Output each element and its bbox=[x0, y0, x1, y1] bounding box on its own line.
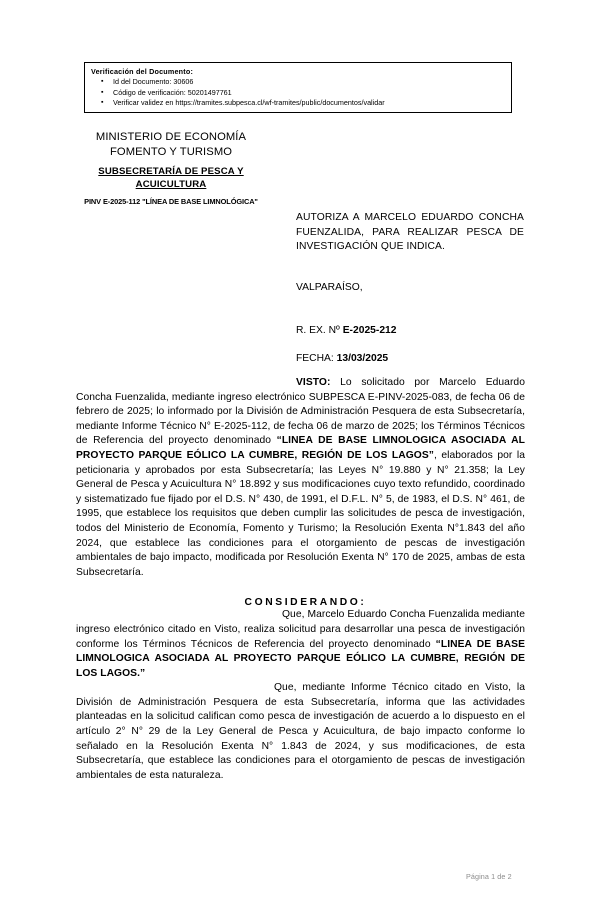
resolution-number-value: E-2025-212 bbox=[342, 324, 397, 336]
verification-box bbox=[84, 62, 512, 113]
subsecretaria-heading bbox=[40, 166, 302, 191]
verification-item-text: Id del Documento: 30606 bbox=[113, 77, 194, 86]
bullet-icon: ▪ bbox=[101, 88, 104, 96]
ministry-header bbox=[40, 130, 302, 206]
resolution-header-block bbox=[296, 211, 524, 366]
verification-item-url bbox=[101, 98, 511, 109]
ministry-line-1: MINISTERIO DE ECONOMÍA bbox=[95, 131, 247, 143]
bullet-icon: ▪ bbox=[101, 99, 104, 106]
verification-list bbox=[91, 77, 511, 109]
resolution-number bbox=[296, 324, 524, 338]
considerando-clause-1 bbox=[76, 608, 525, 681]
resolution-number-label: R. EX. Nº bbox=[296, 324, 343, 336]
ministry-line-2: FOMENTO Y TURISMO bbox=[109, 145, 233, 158]
resolution-date-label: FECHA: bbox=[296, 352, 337, 364]
clause1-project-name: “LINEA DE BASE LIMNOLOGICA ASOCIADA AL PROYECTO PARQUE EÓLICO LA CUMBRE, REGIÓN DE LOS LAGOS.” bbox=[76, 638, 525, 679]
verification-item-text: Verificar validez en https://tramites.subpesca.cl/wf-tramites/public/documentos/validar bbox=[113, 98, 385, 107]
bullet-icon: ▪ bbox=[101, 78, 104, 85]
visto-project-name: “LINEA DE BASE LIMNOLOGICA ASOCIADA AL PROYECTO PARQUE EÓLICO LA CUMBRE, REGIÓN DE LOS LAGOS” bbox=[76, 435, 525, 461]
visto-heading: VISTO: bbox=[296, 377, 331, 388]
considerando-heading: CONSIDERANDO: bbox=[244, 597, 367, 609]
document-body bbox=[76, 376, 525, 783]
visto-text-2: , elaborados por la peticionaria y aprobados por esta Subsecretaría; las Leyes N° 19.880 y N° 21.358; la Ley General de Pesca y Acuicultura N° 18.892 y sus modificaciones cuyo texto refundido, coordinado y sistematizado fue fijado por el D.S. N° 430, de 1991, el D.F.L. N° 5, de 1983, el D.S. N° 461, de 1995, que establece los requisitos que deben cumplir las solicitudes de pesca de investigación, todos del Ministerio de Economía, Fomento y Turismo; la Resolución Exenta N°1.843 del año 2024, que establece las condiciones para el otorgamiento de pescas de investigación ambientales de bajo impacto, modificada por Resolución Exenta N° 170 de 2025, ambas de esta Subsecretaría. bbox=[76, 449, 525, 578]
verification-item-code bbox=[101, 87, 511, 99]
resolution-date-value: 13/03/2025 bbox=[336, 352, 389, 364]
subsecretaria-line-1: SUBSECRETARÍA DE PESCA Y bbox=[98, 166, 244, 177]
pinv-reference: PINV E-2025-112 "LÍNEA DE BASE LIMNOLÓGICA" bbox=[84, 197, 258, 206]
page-number-footer: Página 1 de 2 bbox=[466, 872, 512, 881]
visto-paragraph bbox=[76, 376, 525, 580]
resolution-date bbox=[296, 352, 524, 366]
resolution-city: VALPARAÍSO, bbox=[296, 281, 363, 293]
verification-item-text: Código de verificación: 50201497761 bbox=[113, 87, 232, 97]
clause2-text: Que, mediante Informe Técnico citado en Visto, la División de Administración Pesquera de esta Subsecretaría, informa que las actividades planteadas en la solicitud califican como pesca de investigación de acuerdo a lo dispuesto en el artículo 2° N° 29 de la Ley General de Pesca y Acuicultura, de bajo impacto conforme lo señalado en la Resolución Exenta N° 1.843 de 2024, y sus modificaciones, de esta Subsecretaría, que establece las condiciones para el otorgamiento de pescas de investigación ambientales de esta naturaleza. bbox=[76, 682, 525, 781]
resolution-subject: AUTORIZA A MARCELO EDUARDO CONCHA FUENZALIDA, PARA REALIZAR PESCA DE INVESTIGACIÓN QUE INDICA. bbox=[296, 212, 524, 252]
subsecretaria-line-2: ACUICULTURA bbox=[135, 178, 207, 190]
verification-title: Verificación del Documento: bbox=[91, 67, 194, 76]
clause1-text: Que, Marcelo Eduardo Concha Fuenzalida mediante ingreso electrónico citado en Visto, realiza solicitud para desarrollar una pesca de investigación conforme los Términos Técnicos de Referencia del proyecto denominado bbox=[76, 609, 525, 650]
verification-item-id bbox=[101, 77, 511, 88]
considerando-clause-2 bbox=[76, 681, 525, 783]
visto-text-1: Lo solicitado por Marcelo Eduardo Concha Fuenzalida, mediante ingreso electrónico SUBPESCA E-PINV-2025-083, de fecha 06 de febrero de 2025; lo informado por la División de Administración Pesquera de esta Subsecretaría, mediante Informe Técnico N° E-2025-112, de fecha 06 de marzo de 2025; los Términos Técnicos de Referencia del proyecto denominado bbox=[76, 377, 525, 447]
